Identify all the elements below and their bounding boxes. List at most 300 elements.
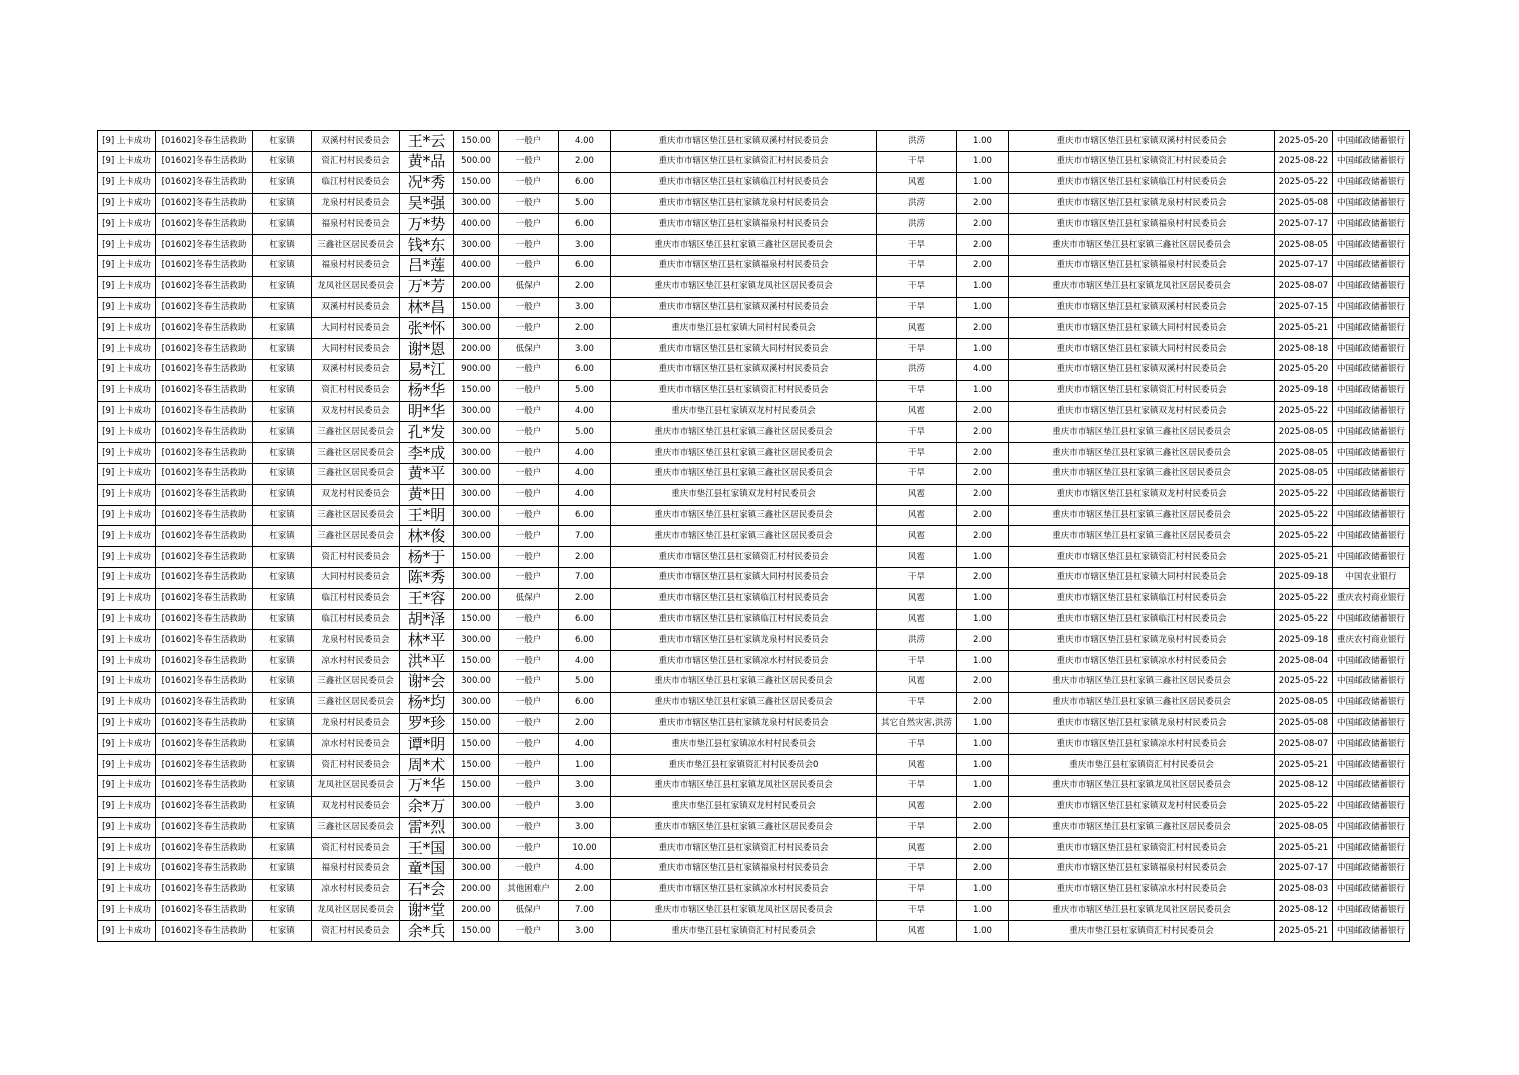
cell-disaster: 风雹 (877, 526, 957, 547)
cell-status: [9] 上卡成功 (98, 838, 156, 859)
table-row (98, 526, 1410, 547)
cell-status: [9] 上卡成功 (98, 713, 156, 734)
cell-amount: 200.00 (454, 276, 499, 297)
cell-people: 3.00 (559, 817, 611, 838)
cell-date: 2025-05-22 (1275, 796, 1333, 817)
cell-amount: 300.00 (454, 859, 499, 880)
cell-date: 2025-05-22 (1275, 484, 1333, 505)
cell-bank: 中国邮政储蓄银行 (1333, 131, 1410, 152)
cell-project: [01602]冬春生活救助 (156, 567, 253, 588)
cell-town: 杠家镇 (253, 921, 312, 942)
cell-people: 6.00 (559, 214, 611, 235)
cell-people: 2.00 (559, 276, 611, 297)
cell-date: 2025-05-08 (1275, 713, 1333, 734)
cell-disaster: 风雹 (877, 921, 957, 942)
cell-project: [01602]冬春生活救助 (156, 547, 253, 568)
cell-people: 3.00 (559, 297, 611, 318)
cell-months: 1.00 (957, 713, 1009, 734)
cell-date: 2025-08-05 (1275, 422, 1333, 443)
cell-town: 杠家镇 (253, 651, 312, 672)
cell-village: 三鑫社区居民委员会 (312, 443, 400, 464)
cell-people: 4.00 (559, 734, 611, 755)
cell-approver-org: 重庆市市辖区垫江县杠家镇大同村村民委员会 (1009, 339, 1275, 360)
cell-project: [01602]冬春生活救助 (156, 214, 253, 235)
cell-approver-org: 重庆市市辖区垫江县杠家镇双龙村村民委员会 (1009, 796, 1275, 817)
cell-village: 双龙村村民委员会 (312, 401, 400, 422)
cell-household: 一般户 (499, 131, 559, 152)
cell-bank: 中国邮政储蓄银行 (1333, 817, 1410, 838)
cell-months: 1.00 (957, 297, 1009, 318)
cell-name: 杨*均 (400, 692, 454, 713)
cell-applicant-org: 重庆市市辖区垫江县杠家镇三鑫社区居民委员会 (611, 505, 877, 526)
cell-household: 低保户 (499, 900, 559, 921)
cell-approver-org: 重庆市市辖区垫江县杠家镇临江村村民委员会 (1009, 588, 1275, 609)
cell-name: 王*国 (400, 838, 454, 859)
cell-status: [9] 上卡成功 (98, 131, 156, 152)
cell-people: 4.00 (559, 401, 611, 422)
cell-bank: 中国邮政储蓄银行 (1333, 921, 1410, 942)
cell-date: 2025-05-21 (1275, 547, 1333, 568)
cell-town: 杠家镇 (253, 193, 312, 214)
cell-applicant-org: 重庆市垫江县杠家镇双龙村村民委员会 (611, 484, 877, 505)
cell-bank: 中国邮政储蓄银行 (1333, 193, 1410, 214)
cell-people: 6.00 (559, 359, 611, 380)
cell-name: 王*容 (400, 588, 454, 609)
cell-village: 三鑫社区居民委员会 (312, 422, 400, 443)
cell-town: 杠家镇 (253, 297, 312, 318)
cell-project: [01602]冬春生活救助 (156, 671, 253, 692)
cell-village: 临江村村民委员会 (312, 172, 400, 193)
cell-bank: 中国邮政储蓄银行 (1333, 152, 1410, 173)
table-row (98, 152, 1410, 173)
cell-status: [9] 上卡成功 (98, 609, 156, 630)
table-row (98, 484, 1410, 505)
cell-bank: 中国农业银行 (1333, 567, 1410, 588)
cell-bank: 中国邮政储蓄银行 (1333, 484, 1410, 505)
cell-town: 杠家镇 (253, 463, 312, 484)
cell-applicant-org: 重庆市市辖区垫江县杠家镇龙泉村村民委员会 (611, 713, 877, 734)
cell-amount: 500.00 (454, 152, 499, 173)
cell-name: 况*秀 (400, 172, 454, 193)
cell-disaster: 洪涝 (877, 131, 957, 152)
cell-months: 1.00 (957, 339, 1009, 360)
cell-project: [01602]冬春生活救助 (156, 359, 253, 380)
cell-approver-org: 重庆市市辖区垫江县杠家镇龙凤社区居民委员会 (1009, 775, 1275, 796)
table-row (98, 671, 1410, 692)
cell-household: 一般户 (499, 380, 559, 401)
cell-name: 吕*莲 (400, 255, 454, 276)
cell-people: 4.00 (559, 443, 611, 464)
cell-applicant-org: 重庆市市辖区垫江县杠家镇龙凤社区居民委员会 (611, 775, 877, 796)
cell-applicant-org: 重庆市市辖区垫江县杠家镇资汇村村民委员会 (611, 838, 877, 859)
cell-people: 7.00 (559, 567, 611, 588)
cell-applicant-org: 重庆市市辖区垫江县杠家镇龙泉村村民委员会 (611, 630, 877, 651)
cell-household: 一般户 (499, 547, 559, 568)
cell-town: 杠家镇 (253, 734, 312, 755)
cell-name: 孔*发 (400, 422, 454, 443)
cell-project: [01602]冬春生活救助 (156, 152, 253, 173)
cell-name: 石*会 (400, 879, 454, 900)
cell-date: 2025-05-22 (1275, 609, 1333, 630)
cell-household: 一般户 (499, 609, 559, 630)
cell-disaster: 干旱 (877, 817, 957, 838)
cell-status: [9] 上卡成功 (98, 505, 156, 526)
cell-people: 6.00 (559, 172, 611, 193)
cell-disaster: 干旱 (877, 255, 957, 276)
cell-status: [9] 上卡成功 (98, 318, 156, 339)
cell-town: 杠家镇 (253, 547, 312, 568)
cell-household: 一般户 (499, 193, 559, 214)
cell-date: 2025-09-18 (1275, 380, 1333, 401)
cell-disaster: 洪涝 (877, 214, 957, 235)
cell-approver-org: 重庆市市辖区垫江县杠家镇资汇村村民委员会 (1009, 380, 1275, 401)
cell-status: [9] 上卡成功 (98, 339, 156, 360)
cell-date: 2025-08-12 (1275, 900, 1333, 921)
cell-name: 王*明 (400, 505, 454, 526)
cell-bank: 中国邮政储蓄银行 (1333, 339, 1410, 360)
cell-people: 4.00 (559, 484, 611, 505)
cell-amount: 300.00 (454, 838, 499, 859)
cell-applicant-org: 重庆市垫江县杠家镇凉水村村民委员会 (611, 734, 877, 755)
cell-project: [01602]冬春生活救助 (156, 463, 253, 484)
cell-status: [9] 上卡成功 (98, 172, 156, 193)
table-row (98, 775, 1410, 796)
cell-town: 杠家镇 (253, 796, 312, 817)
cell-months: 2.00 (957, 630, 1009, 651)
cell-bank: 中国邮政储蓄银行 (1333, 734, 1410, 755)
cell-months: 1.00 (957, 651, 1009, 672)
table-row (98, 463, 1410, 484)
cell-project: [01602]冬春生活救助 (156, 401, 253, 422)
cell-household: 一般户 (499, 359, 559, 380)
cell-disaster: 干旱 (877, 567, 957, 588)
cell-months: 1.00 (957, 609, 1009, 630)
cell-approver-org: 重庆市市辖区垫江县杠家镇双溪村村民委员会 (1009, 359, 1275, 380)
cell-bank: 中国邮政储蓄银行 (1333, 443, 1410, 464)
cell-approver-org: 重庆市市辖区垫江县杠家镇福泉村村民委员会 (1009, 859, 1275, 880)
cell-amount: 200.00 (454, 879, 499, 900)
cell-amount: 150.00 (454, 380, 499, 401)
cell-village: 临江村村民委员会 (312, 588, 400, 609)
cell-town: 杠家镇 (253, 443, 312, 464)
cell-amount: 400.00 (454, 214, 499, 235)
cell-approver-org: 重庆市市辖区垫江县杠家镇福泉村村民委员会 (1009, 214, 1275, 235)
cell-town: 杠家镇 (253, 588, 312, 609)
cell-project: [01602]冬春生活救助 (156, 796, 253, 817)
cell-name: 钱*东 (400, 235, 454, 256)
cell-village: 资汇村村民委员会 (312, 152, 400, 173)
cell-name: 黄*平 (400, 463, 454, 484)
cell-project: [01602]冬春生活救助 (156, 235, 253, 256)
cell-household: 一般户 (499, 692, 559, 713)
cell-status: [9] 上卡成功 (98, 152, 156, 173)
cell-applicant-org: 重庆市垫江县杠家镇资汇村村民委员会0 (611, 755, 877, 776)
cell-bank: 中国邮政储蓄银行 (1333, 359, 1410, 380)
cell-name: 罗*珍 (400, 713, 454, 734)
cell-amount: 300.00 (454, 484, 499, 505)
cell-village: 三鑫社区居民委员会 (312, 692, 400, 713)
cell-date: 2025-05-22 (1275, 526, 1333, 547)
cell-village: 双龙村村民委员会 (312, 484, 400, 505)
cell-project: [01602]冬春生活救助 (156, 630, 253, 651)
cell-amount: 300.00 (454, 817, 499, 838)
cell-disaster: 风雹 (877, 172, 957, 193)
cell-status: [9] 上卡成功 (98, 630, 156, 651)
cell-bank: 中国邮政储蓄银行 (1333, 671, 1410, 692)
cell-applicant-org: 重庆市市辖区垫江县杠家镇临江村村民委员会 (611, 609, 877, 630)
cell-disaster: 风雹 (877, 755, 957, 776)
cell-applicant-org: 重庆市市辖区垫江县杠家镇福泉村村民委员会 (611, 859, 877, 880)
cell-disaster: 风雹 (877, 838, 957, 859)
cell-status: [9] 上卡成功 (98, 359, 156, 380)
cell-name: 余*万 (400, 796, 454, 817)
cell-people: 2.00 (559, 713, 611, 734)
cell-applicant-org: 重庆市市辖区垫江县杠家镇临江村村民委员会 (611, 172, 877, 193)
cell-village: 龙凤社区居民委员会 (312, 900, 400, 921)
cell-project: [01602]冬春生活救助 (156, 921, 253, 942)
cell-town: 杠家镇 (253, 422, 312, 443)
cell-name: 雷*烈 (400, 817, 454, 838)
cell-project: [01602]冬春生活救助 (156, 734, 253, 755)
cell-project: [01602]冬春生活救助 (156, 817, 253, 838)
cell-date: 2025-08-07 (1275, 276, 1333, 297)
cell-bank: 中国邮政储蓄银行 (1333, 318, 1410, 339)
cell-name: 胡*泽 (400, 609, 454, 630)
cell-bank: 中国邮政储蓄银行 (1333, 297, 1410, 318)
cell-applicant-org: 重庆市市辖区垫江县杠家镇三鑫社区居民委员会 (611, 443, 877, 464)
cell-people: 2.00 (559, 547, 611, 568)
cell-months: 1.00 (957, 775, 1009, 796)
cell-status: [9] 上卡成功 (98, 526, 156, 547)
cell-approver-org: 重庆市市辖区垫江县杠家镇资汇村村民委员会 (1009, 152, 1275, 173)
cell-town: 杠家镇 (253, 276, 312, 297)
table-row (98, 630, 1410, 651)
cell-people: 5.00 (559, 422, 611, 443)
cell-date: 2025-05-22 (1275, 401, 1333, 422)
cell-date: 2025-08-03 (1275, 879, 1333, 900)
cell-months: 1.00 (957, 734, 1009, 755)
cell-household: 一般户 (499, 214, 559, 235)
cell-people: 4.00 (559, 463, 611, 484)
cell-name: 林*俊 (400, 526, 454, 547)
cell-amount: 300.00 (454, 796, 499, 817)
cell-project: [01602]冬春生活救助 (156, 692, 253, 713)
cell-name: 易*江 (400, 359, 454, 380)
cell-village: 龙泉村村民委员会 (312, 193, 400, 214)
cell-months: 4.00 (957, 359, 1009, 380)
cell-amount: 300.00 (454, 526, 499, 547)
cell-status: [9] 上卡成功 (98, 547, 156, 568)
cell-amount: 150.00 (454, 547, 499, 568)
cell-project: [01602]冬春生活救助 (156, 339, 253, 360)
cell-amount: 150.00 (454, 921, 499, 942)
cell-months: 1.00 (957, 276, 1009, 297)
cell-bank: 中国邮政储蓄银行 (1333, 380, 1410, 401)
cell-applicant-org: 重庆市市辖区垫江县杠家镇资汇村村民委员会 (611, 380, 877, 401)
cell-date: 2025-05-08 (1275, 193, 1333, 214)
cell-applicant-org: 重庆市垫江县杠家镇双龙村村民委员会 (611, 796, 877, 817)
cell-months: 2.00 (957, 235, 1009, 256)
cell-village: 福泉村村民委员会 (312, 255, 400, 276)
cell-disaster: 其它自然灾害,洪涝 (877, 713, 957, 734)
cell-months: 1.00 (957, 900, 1009, 921)
cell-name: 万*势 (400, 214, 454, 235)
cell-people: 6.00 (559, 255, 611, 276)
cell-town: 杠家镇 (253, 235, 312, 256)
cell-project: [01602]冬春生活救助 (156, 879, 253, 900)
cell-date: 2025-08-18 (1275, 339, 1333, 360)
cell-bank: 中国邮政储蓄银行 (1333, 526, 1410, 547)
cell-village: 资汇村村民委员会 (312, 755, 400, 776)
cell-amount: 300.00 (454, 567, 499, 588)
cell-name: 王*云 (400, 131, 454, 152)
cell-village: 龙凤社区居民委员会 (312, 775, 400, 796)
cell-applicant-org: 重庆市市辖区垫江县杠家镇临江村村民委员会 (611, 588, 877, 609)
cell-project: [01602]冬春生活救助 (156, 318, 253, 339)
table-row (98, 651, 1410, 672)
cell-applicant-org: 重庆市市辖区垫江县杠家镇龙凤社区居民委员会 (611, 276, 877, 297)
cell-date: 2025-05-22 (1275, 588, 1333, 609)
cell-bank: 中国邮政储蓄银行 (1333, 214, 1410, 235)
table-row (98, 734, 1410, 755)
cell-approver-org: 重庆市市辖区垫江县杠家镇龙凤社区居民委员会 (1009, 900, 1275, 921)
cell-status: [9] 上卡成功 (98, 235, 156, 256)
cell-village: 双溪村村民委员会 (312, 297, 400, 318)
cell-status: [9] 上卡成功 (98, 297, 156, 318)
cell-amount: 300.00 (454, 401, 499, 422)
cell-town: 杠家镇 (253, 152, 312, 173)
table-row (98, 879, 1410, 900)
cell-disaster: 风雹 (877, 796, 957, 817)
cell-town: 杠家镇 (253, 359, 312, 380)
cell-name: 杨*于 (400, 547, 454, 568)
cell-bank: 中国邮政储蓄银行 (1333, 172, 1410, 193)
cell-disaster: 干旱 (877, 734, 957, 755)
cell-disaster: 干旱 (877, 692, 957, 713)
table-row (98, 318, 1410, 339)
cell-household: 一般户 (499, 796, 559, 817)
cell-household: 低保户 (499, 276, 559, 297)
cell-name: 林*平 (400, 630, 454, 651)
cell-applicant-org: 重庆市市辖区垫江县杠家镇大同村村民委员会 (611, 339, 877, 360)
cell-project: [01602]冬春生活救助 (156, 193, 253, 214)
cell-status: [9] 上卡成功 (98, 775, 156, 796)
cell-disaster: 干旱 (877, 339, 957, 360)
cell-applicant-org: 重庆市市辖区垫江县杠家镇龙泉村村民委员会 (611, 193, 877, 214)
cell-applicant-org: 重庆市市辖区垫江县杠家镇双溪村村民委员会 (611, 131, 877, 152)
cell-amount: 300.00 (454, 671, 499, 692)
cell-name: 林*昌 (400, 297, 454, 318)
cell-bank: 重庆农村商业银行 (1333, 588, 1410, 609)
cell-disaster: 洪涝 (877, 193, 957, 214)
cell-months: 2.00 (957, 796, 1009, 817)
cell-months: 1.00 (957, 131, 1009, 152)
cell-status: [9] 上卡成功 (98, 755, 156, 776)
cell-village: 大同村村民委员会 (312, 318, 400, 339)
cell-bank: 中国邮政储蓄银行 (1333, 692, 1410, 713)
cell-status: [9] 上卡成功 (98, 817, 156, 838)
cell-amount: 900.00 (454, 359, 499, 380)
cell-village: 资汇村村民委员会 (312, 838, 400, 859)
cell-project: [01602]冬春生活救助 (156, 775, 253, 796)
cell-months: 2.00 (957, 817, 1009, 838)
cell-date: 2025-08-05 (1275, 463, 1333, 484)
cell-approver-org: 重庆市市辖区垫江县杠家镇三鑫社区居民委员会 (1009, 443, 1275, 464)
cell-people: 4.00 (559, 651, 611, 672)
cell-approver-org: 重庆市市辖区垫江县杠家镇三鑫社区居民委员会 (1009, 505, 1275, 526)
cell-months: 1.00 (957, 547, 1009, 568)
cell-people: 3.00 (559, 921, 611, 942)
cell-approver-org: 重庆市市辖区垫江县杠家镇三鑫社区居民委员会 (1009, 692, 1275, 713)
cell-household: 一般户 (499, 671, 559, 692)
cell-months: 1.00 (957, 588, 1009, 609)
cell-town: 杠家镇 (253, 214, 312, 235)
cell-household: 一般户 (499, 401, 559, 422)
cell-town: 杠家镇 (253, 609, 312, 630)
cell-village: 临江村村民委员会 (312, 609, 400, 630)
cell-people: 6.00 (559, 630, 611, 651)
table-row (98, 235, 1410, 256)
cell-status: [9] 上卡成功 (98, 900, 156, 921)
cell-town: 杠家镇 (253, 526, 312, 547)
cell-village: 双溪村村民委员会 (312, 359, 400, 380)
cell-household: 一般户 (499, 713, 559, 734)
cell-town: 杠家镇 (253, 380, 312, 401)
cell-date: 2025-07-17 (1275, 255, 1333, 276)
cell-name: 谢*堂 (400, 900, 454, 921)
cell-months: 2.00 (957, 214, 1009, 235)
cell-date: 2025-07-17 (1275, 859, 1333, 880)
cell-months: 2.00 (957, 318, 1009, 339)
cell-town: 杠家镇 (253, 505, 312, 526)
cell-date: 2025-05-22 (1275, 671, 1333, 692)
cell-approver-org: 重庆市市辖区垫江县杠家镇三鑫社区居民委员会 (1009, 817, 1275, 838)
cell-approver-org: 重庆市市辖区垫江县杠家镇福泉村村民委员会 (1009, 255, 1275, 276)
table-row (98, 359, 1410, 380)
cell-household: 一般户 (499, 255, 559, 276)
cell-disaster: 风雹 (877, 671, 957, 692)
cell-status: [9] 上卡成功 (98, 879, 156, 900)
cell-approver-org: 重庆市市辖区垫江县杠家镇龙泉村村民委员会 (1009, 630, 1275, 651)
cell-household: 一般户 (499, 859, 559, 880)
cell-bank: 中国邮政储蓄银行 (1333, 859, 1410, 880)
cell-status: [9] 上卡成功 (98, 588, 156, 609)
cell-village: 三鑫社区居民委员会 (312, 526, 400, 547)
cell-status: [9] 上卡成功 (98, 671, 156, 692)
cell-months: 2.00 (957, 484, 1009, 505)
cell-disaster: 风雹 (877, 547, 957, 568)
cell-project: [01602]冬春生活救助 (156, 755, 253, 776)
cell-status: [9] 上卡成功 (98, 567, 156, 588)
cell-village: 资汇村村民委员会 (312, 380, 400, 401)
cell-months: 2.00 (957, 505, 1009, 526)
cell-town: 杠家镇 (253, 817, 312, 838)
cell-months: 2.00 (957, 401, 1009, 422)
cell-village: 三鑫社区居民委员会 (312, 505, 400, 526)
cell-people: 3.00 (559, 775, 611, 796)
cell-disaster: 干旱 (877, 463, 957, 484)
cell-months: 1.00 (957, 755, 1009, 776)
cell-project: [01602]冬春生活救助 (156, 172, 253, 193)
cell-approver-org: 重庆市市辖区垫江县杠家镇双龙村村民委员会 (1009, 401, 1275, 422)
cell-town: 杠家镇 (253, 692, 312, 713)
cell-people: 3.00 (559, 339, 611, 360)
cell-approver-org: 重庆市市辖区垫江县杠家镇凉水村村民委员会 (1009, 734, 1275, 755)
cell-people: 7.00 (559, 526, 611, 547)
cell-people: 6.00 (559, 692, 611, 713)
cell-amount: 150.00 (454, 713, 499, 734)
cell-date: 2025-07-17 (1275, 214, 1333, 235)
